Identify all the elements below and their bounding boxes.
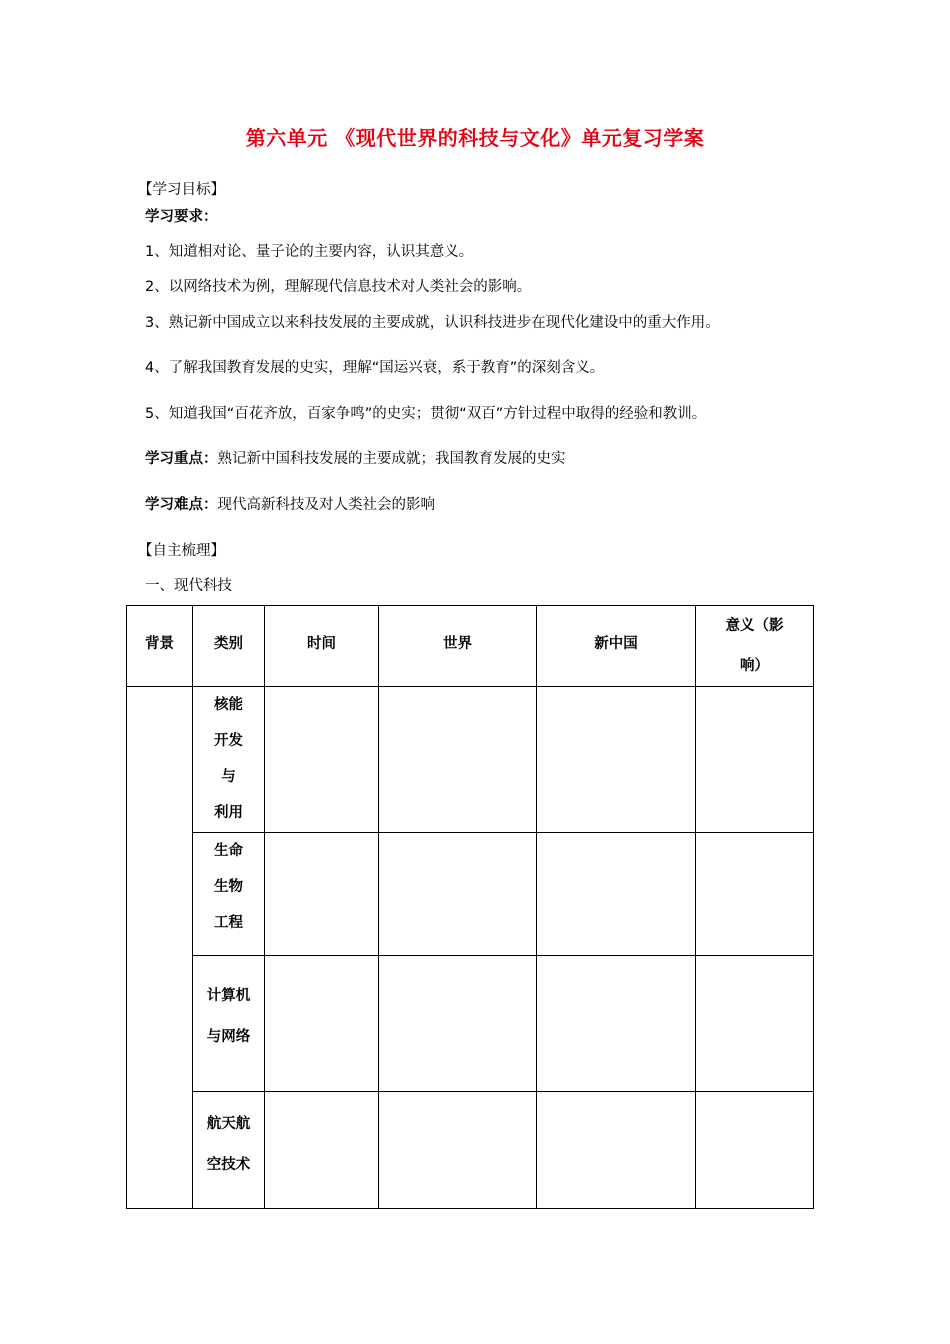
meaning-cell[interactable] [696,833,814,956]
header-new-china: 新中国 [537,606,696,687]
time-cell[interactable] [265,956,379,1092]
world-cell[interactable] [379,833,537,956]
header-time: 时间 [265,606,379,687]
header-meaning [696,606,814,687]
category-line: 工程 [214,915,243,931]
new-china-cell[interactable] [537,687,696,833]
category-line: 空技术 [206,1157,251,1173]
key-points-text: 熟记新中国科技发展的主要成就；我国教育发展的史实 [217,451,566,467]
difficult-points [145,493,435,514]
category-line: 计算机 [206,988,251,1004]
world-cell[interactable] [379,956,537,1092]
difficult-points-text: 现代高新科技及对人类社会的影响 [217,497,435,513]
table-row [127,1092,814,1209]
category-line: 航天航 [206,1116,251,1132]
requirement-item: 1、知道相对论、量子论的主要内容，认识其意义。 [145,244,474,260]
table-row [127,833,814,956]
time-cell[interactable] [265,833,379,956]
meaning-cell[interactable] [696,1092,814,1209]
requirement-item: 3、熟记新中国成立以来科技发展的主要成就，认识科技进步在现代化建设中的重大作用。 [145,315,720,331]
background-cell[interactable] [127,687,193,1209]
page-title: 第六单元 《现代世界的科技与文化》单元复习学案 [245,126,705,150]
header-category: 类别 [193,606,265,687]
meaning-cell[interactable] [696,687,814,833]
new-china-cell[interactable] [537,833,696,956]
category-cell-biotech [193,833,265,956]
category-line: 核能 [214,697,243,713]
category-line: 与 [221,769,236,785]
header-meaning-line2: 响） [740,658,769,674]
difficult-points-label: 学习难点： [145,497,218,513]
table-row [127,687,814,833]
time-cell[interactable] [265,1092,379,1209]
section-self-review: 【自主梳理】 [138,543,225,559]
requirement-item: 5、知道我国“百花齐放，百家争鸣”的史实；贯彻“双百”方针过程中取得的经验和教训。 [145,406,707,422]
time-cell[interactable] [265,687,379,833]
category-line: 生物 [214,879,243,895]
key-points [145,447,566,468]
table-row [127,956,814,1092]
category-line: 利用 [214,805,243,821]
requirement-item: 2、以网络技术为例，理解现代信息技术对人类社会的影响。 [145,279,532,295]
category-cell-nuclear [193,687,265,833]
requirement-item: 4、了解我国教育发展的史实，理解“国运兴衰，系于教育”的深刻含义。 [145,360,605,376]
world-cell[interactable] [379,1092,537,1209]
category-cell-computer [193,956,265,1092]
meaning-cell[interactable] [696,956,814,1092]
requirements-heading: 学习要求： [145,209,218,225]
new-china-cell[interactable] [537,1092,696,1209]
category-line: 生命 [214,843,243,859]
category-line: 开发 [214,733,243,749]
category-cell-aerospace [193,1092,265,1209]
tech-review-table [126,605,814,1209]
subsection-modern-tech: 一、现代科技 [145,578,232,594]
category-line: 与网络 [206,1029,251,1045]
header-meaning-line1: 意义（影 [725,618,784,634]
header-world: 世界 [379,606,537,687]
section-learning-goals: 【学习目标】 [138,182,225,198]
new-china-cell[interactable] [537,956,696,1092]
key-points-label: 学习重点： [145,451,218,467]
world-cell[interactable] [379,687,537,833]
header-background: 背景 [127,606,193,687]
table-header-row [127,606,814,687]
